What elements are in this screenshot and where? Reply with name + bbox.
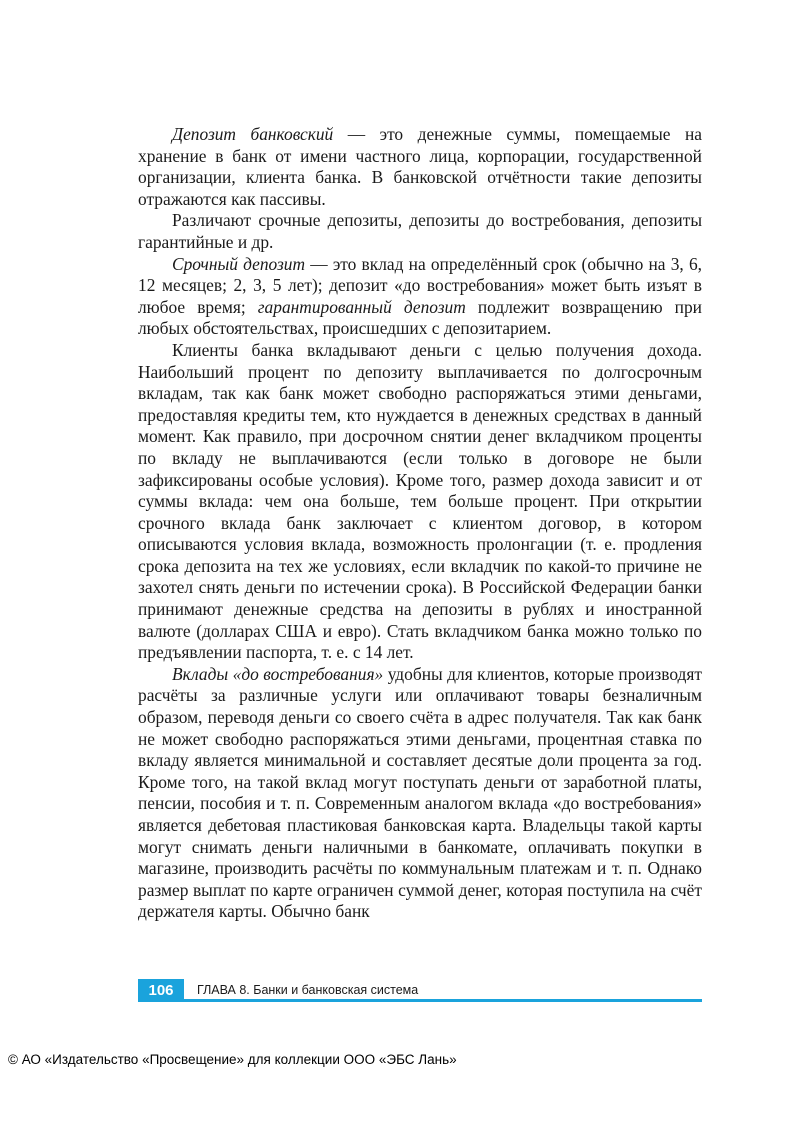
body-text (138, 124, 702, 923)
paragraph (138, 664, 702, 923)
paragraph (138, 254, 702, 340)
italic-term: Депозит банковский (172, 124, 334, 144)
paragraph-text: Различают срочные депозиты, депозиты до востребования, депозиты гарантийные и др. (138, 210, 702, 252)
page-number: 106 (138, 979, 184, 1002)
running-head: ГЛАВА 8. Банки и банковская система (197, 983, 419, 997)
italic-term: Срочный депозит (172, 253, 306, 274)
paragraph-text: удобны для клиентов, которые производят расчёты за различные услуги или оплачивают товары безналичным образом, переводя деньги со своего счёта в адрес получателя. Так как банк не может свободно распоряжаться этими деньгами, процентная ставка по вкладу является минимальной и составляет десятые доли процента за год. Кроме того, на такой вклад могут поступать деньги от заработной платы, пенсии, пособия и т. п. Современным аналогом вклада «до востребования» является дебетовая пластиковая банковская карта. Владельцы такой карты могут снимать деньги наличными в банкомате, оплачивать покупки в магазине, производить расчёты по коммунальным платежам и т. п. Однако размер выплат по карте ограничен суммой денег, которая поступила на счёт держателя карты. Обычно банк (138, 663, 702, 922)
paragraph (138, 210, 702, 253)
copyright-notice: © АО «Издательство «Просвещение» для коллекции ООО «ЭБС Лань» (8, 1052, 457, 1067)
footer-rule (138, 999, 702, 1002)
paragraph (138, 340, 702, 664)
paragraph-text: подлежит возвращению при любых обстоятельствах, происшедших с депозитарием. (138, 296, 702, 339)
italic-term: Вклады «до востребования» (172, 663, 384, 684)
paragraph-text: — это вклад на определённый срок (обычно на 3, 6, 12 месяцев; 2, 3, 5 лет); депозит «до востребования» может быть изъят в любое время; (138, 253, 702, 317)
italic-term: гарантированный депозит (257, 296, 466, 317)
paragraph-text: Клиенты банка вкладывают деньги с целью получения дохода. Наибольший процент по депозиту выплачивается по долгосрочным вкладам, так как банк может свободно распоряжаться этими деньгами, предоставляя кредиты тем, кто нуждается в денежных средствах в данный момент. Как правило, при досрочном снятии денег вкладчиком проценты по вкладу не выплачиваются (если только в договоре не были зафиксированы особые условия). Кроме того, размер дохода зависит и от суммы вклада: чем она больше, тем больше процент. При открытии срочного вклада банк заключает с клиентом договор, в котором описываются условия вклада, возможность пролонгации (т. е. продления срока депозита на тех же условиях, если вкладчик по какой-то причине не захотел снять деньги по истечении срока). В Российской Федерации банки принимают денежные средства на депозиты в рублях и иностранной валюте (долларах США и евро). Стать вкладчиком банка можно только по предъявлении паспорта, т. е. с 14 лет. (138, 339, 702, 663)
paragraph (138, 124, 702, 210)
paragraph-text: — это денежные суммы, помещаемые на хранение в банк от имени частного лица, корпорации, государственной организации, клиента банка. В банковской отчётности такие депозиты отражаются как пассивы. (138, 124, 702, 209)
